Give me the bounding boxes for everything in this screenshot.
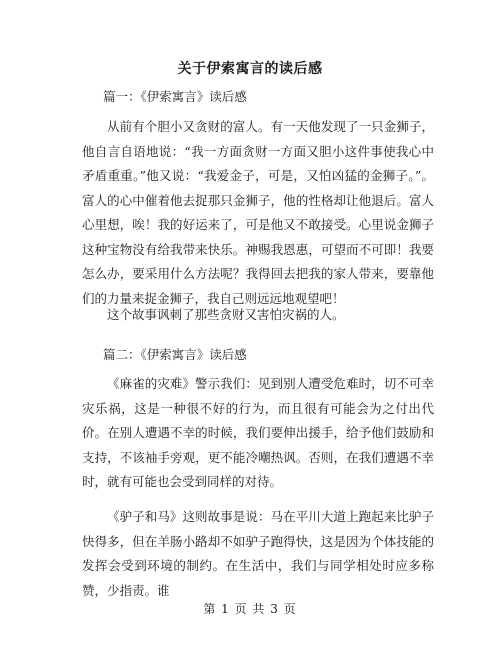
paragraph-3: 《麻雀的灾难》警示我们：见到别人遭受危难时，切不可幸灾乐祸，这是一种很不好的行为，而且很有可能会为之付出代价。在别人遭遇不幸的时候，我们要伸出援手，给予他们鼓励和支持，不该袖手旁观，更不能冷嘲热讽。否则，在我们遭遇不幸时，就有可能也会受到同样的对待。 bbox=[82, 376, 434, 489]
section-heading-1: 篇一：《伊索寓言》读后感 bbox=[103, 89, 247, 104]
document-title: 关于伊索寓言的读后感 bbox=[177, 61, 323, 77]
paragraph-1: 从前有个胆小又贪财的富人。有一天他发现了一只金狮子，他自言自语地说：“我一方面贪财一方面又胆小这件事使我心中矛盾重重。”他又说：“我爱金子，可是，又怕凶猛的金狮子。”。富人的心中催着他去捉那只金狮子，他的性格却让他退后。富人心里想，唉！我的好运来了，可是他又不敢接受。心里说金狮子这种宝物没有给我带来快乐。神赐我恩惠，可望而不可即！我要怎么办，要采用什么方法呢？我得回去把我的家人带来，要靠他们的力量来捉金狮子，我自己则远远地观望吧！ bbox=[82, 119, 434, 306]
paragraph-2: 这个故事讽刺了那些贪财又害怕灾祸的人。 bbox=[107, 307, 345, 322]
paragraph-4: 《驴子和马》这则故事是说：马在平川大道上跑起来比驴子快得多，但在羊肠小路却不如驴子跑得快，这是因为个体技能的发挥会受到环境的制约。在生活中，我们与同学相处时应多称赞，少指责。谁 bbox=[82, 509, 434, 598]
page-footer: 第 1 页 共 3 页 bbox=[203, 602, 297, 616]
section-heading-2: 篇二：《伊索寓言》读后感 bbox=[103, 347, 247, 362]
